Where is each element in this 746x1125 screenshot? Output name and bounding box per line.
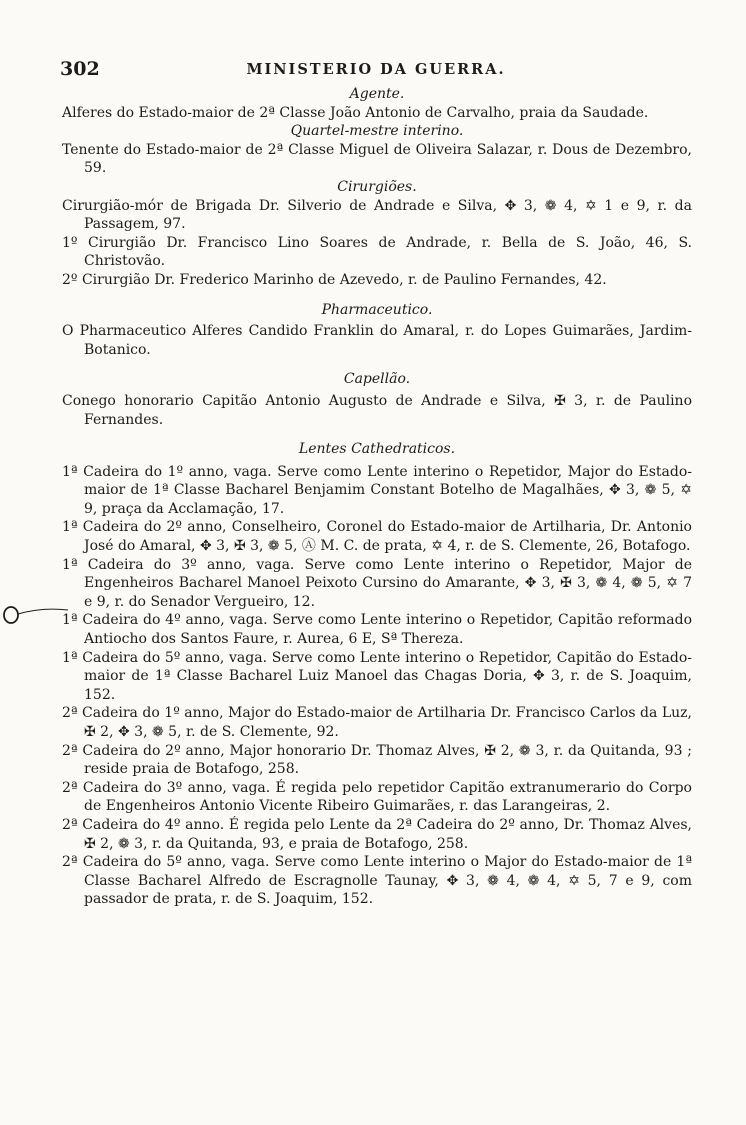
entry: Alferes do Estado-maior de 2ª Classe João Antonio de Carvalho, praia da Saudade. [62,104,649,121]
entry: 1ª Cadeira do 1º anno, vaga. Serve como Lente interino o Repetidor, Major do Estado-maior de 1ª Classe Bacharel Benjamim Constant Botelho de Magalhães, ✥ 3, ❁ 5, ✡ 9, praça da Acclamação, 17. [62,463,692,517]
entry: Cirurgião-mór de Brigada Dr. Silverio de Andrade e Silva, ✥ 3, ❁ 4, ✡ 1 e 9, r. da Passagem, 97. [62,197,692,233]
page-number: 302 [60,58,100,80]
entry: O Pharmaceutico Alferes Candido Franklin do Amaral, r. do Lopes Guimarães, Jardim-Botanico. [62,323,692,358]
document-body [62,85,692,909]
entry: 1º Cirurgião Dr. Francisco Lino Soares de Andrade, r. Bella de S. João, 46, S. Christovão. [62,234,692,270]
entry: 1ª Cadeira do 4º anno, vaga. Serve como Lente interino o Repetidor, Capitão reformado Antiocho dos Santos Faure, r. Aurea, 6 E, Sª Thereza. [62,612,692,648]
section-title: Capellão. [343,371,411,388]
entry: 2ª Cadeira do 5º anno, vaga. Serve como Lente interino o Major do Estado-maior de 1ª Classe Bacharel Alfredo de Escragnolle Taunay, ✥ 3, ❁ 4, ❁ 4, ✡ 5, 7 e 9, com passador de prata, r. de S. Joaquim, 152. [62,854,692,908]
entry: Conego honorario Capitão Antonio Augusto de Andrade e Silva, ✠ 3, r. de Paulino Fernandes. [62,392,692,428]
section-capellao [62,370,692,429]
section-title: Lentes Cathedraticos. [298,441,456,458]
section-title: Pharmaceutico. [321,301,433,318]
section-pharmaceutico [62,301,692,360]
entry: 2º Cirurgião Dr. Frederico Marinho de Azevedo, r. de Paulino Fernandes, 42. [62,271,607,288]
section-lentes-cathedraticos [62,440,692,909]
section-title: Quartel-mestre interino. [290,123,464,140]
entry: 2ª Cadeira do 2º anno, Major honorario Dr. Thomaz Alves, ✠ 2, ❁ 3, r. da Quitanda, 93 ; reside praia de Botafogo, 258. [62,742,692,778]
entry: 2ª Cadeira do 3º anno, vaga. É regida pelo repetidor Capitão extranumerario do Corpo de Engenheiros Antonio Vicente Ribeiro Guimarães, r. das Larangeiras, 2. [62,779,692,815]
running-title: MINISTERIO DA GUERRA. [246,61,506,78]
entry: 1ª Cadeira do 5º anno, vaga. Serve como Lente interino o Repetidor, Capitão do Estado-maior de 1ª Classe Bacharel Luiz Manoel das Chagas Doria, ✥ 3, r. de S. Joaquim, 152. [62,649,692,703]
entry: 1ª Cadeira do 3º anno, vaga. Serve como Lente interino o Repetidor, Major de Engenheiros Bacharel Manoel Peixoto Cursino do Amarante, ✥ 3, ✠ 3, ❁ 4, ❁ 5, ✡ 7 e 9, r. do Senador Vergueiro, 12. [62,556,692,610]
section-quartel-mestre [62,122,692,178]
entry: 2ª Cadeira do 1º anno, Major do Estado-maior de Artilharia Dr. Francisco Carlos da Luz, ✠ 2, ✥ 3, ❁ 5, r. de S. Clemente, 92. [62,705,692,740]
section-agente [62,85,692,122]
running-header [60,58,692,84]
section-cirurgioes [62,178,692,290]
entry: 1ª Cadeira do 2º anno, Conselheiro, Coronel do Estado-maior de Artilharia, Dr. Antonio José do Amaral, ✥ 3, ✠ 3, ❁ 5, Ⓐ M. C. de prata, ✡ 4, r. de S. Clemente, 26, Botafogo. [62,519,692,555]
entry: Tenente do Estado-maior de 2ª Classe Miguel de Oliveira Salazar, r. Dous de Dezembro, 59. [62,141,692,177]
entry: 2ª Cadeira do 4º anno. É regida pelo Lente da 2ª Cadeira do 2º anno, Dr. Thomaz Alves, ✠ 2, ❁ 3, r. da Quitanda, 93, e praia de Botafogo, 258. [62,816,692,852]
section-title: Cirurgiões. [337,178,417,195]
section-title: Agente. [349,86,405,102]
